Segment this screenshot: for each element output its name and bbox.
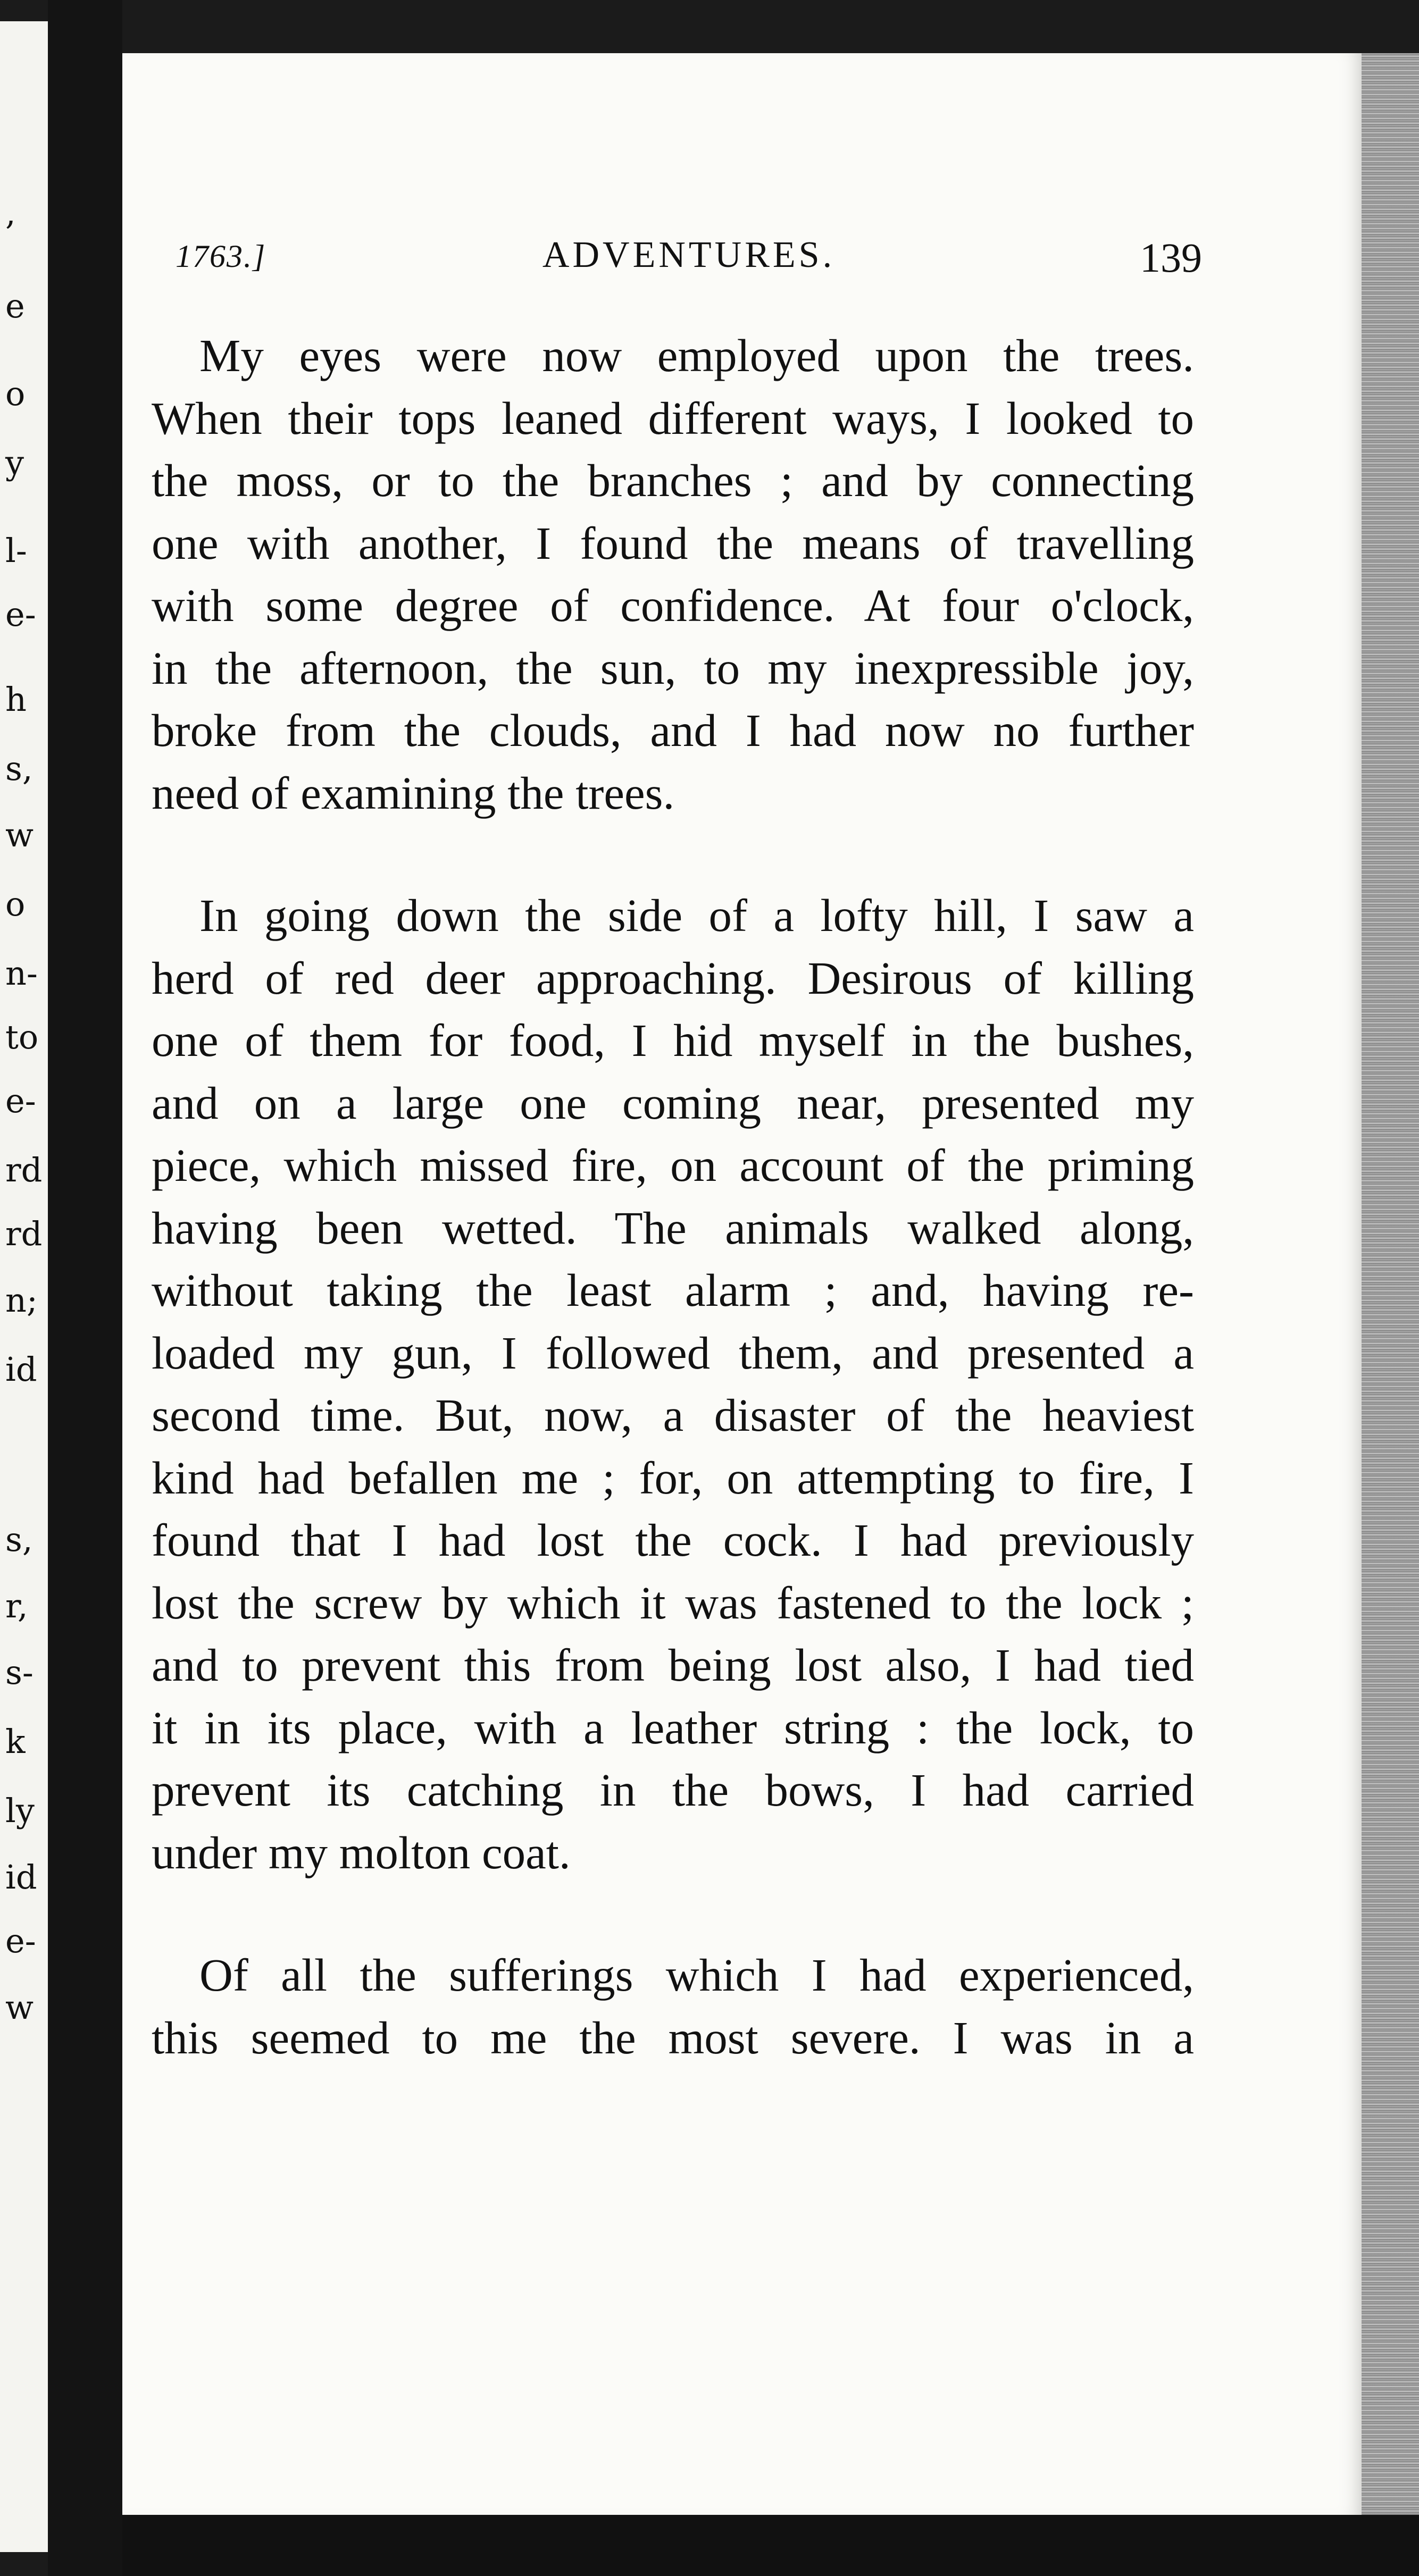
facing-page-fragment: l- [5,531,27,570]
text-line: need of examining the trees. [152,767,675,819]
facing-page-fragment: h [5,680,27,719]
facing-page-edge [0,21,48,2552]
paragraph [152,884,1194,1884]
paragraph [152,324,1194,824]
text-line: In going down the side of a lofty hill, I saw a [199,890,1194,941]
text-line: My eyes were now employed upon the trees. [199,330,1194,381]
paragraph [152,1944,1194,2069]
facing-page-fragment: to [5,1018,39,1056]
facing-page-fragment: s- [5,1653,34,1692]
text-line: herd of red deer approaching. Desirous of killing [152,952,1194,1004]
bottom-shadow [122,2515,1419,2576]
text-line: this seemed to me the most severe. I was in a [152,2011,1194,2063]
facing-page-fragment: r, [5,1587,28,1625]
facing-page-fragment: e- [5,1921,36,1960]
page-edge-stack [1362,53,1419,2515]
facing-page-fragment: w [5,816,34,854]
facing-page-text-fragments [0,21,48,2552]
facing-page-fragment: , [5,194,16,232]
facing-page-fragment: w [5,1988,34,2027]
text-line: piece, which missed fire, on account of the priming [152,1139,1194,1191]
text-line: with some degree of confidence. At four o'clock, [152,580,1194,631]
facing-page-fragment: s, [5,749,33,788]
text-line: it in its place, with a leather string : the lock, to [152,1701,1194,1753]
page-number: 139 [1140,234,1202,281]
text-line: having been wetted. The animals walked along, [152,1202,1194,1254]
facing-page-fragment: k [5,1722,26,1761]
facing-page-fragment: rd [5,1151,43,1189]
text-line: broke from the clouds, and I had now no further [152,704,1194,756]
text-line: kind had befallen me ; for, on attempting to fire, I [152,1451,1194,1504]
facing-page-fragment: e [5,287,25,325]
facing-page-fragment: s, [5,1520,33,1559]
facing-page-fragment: id [5,1350,37,1389]
facing-page-fragment: o [5,374,26,413]
text-line: the moss, or to the branches ; and by connecting [152,455,1194,506]
body-text [152,324,1194,2069]
facing-page-fragment: n; [5,1281,38,1320]
facing-page-fragment: id [5,1858,37,1897]
book-gutter [48,0,122,2576]
text-line: found that I had lost the cock. I had previously [152,1514,1194,1566]
text-line: Of all the sufferings which I had experienced, [199,1949,1194,2001]
running-head-year: 1763.] [176,239,266,274]
text-line: loaded my gun, I followed them, and presented a [152,1327,1194,1379]
text-line: one of them for food, I hid myself in the bushes, [152,1014,1194,1066]
facing-page-fragment: y [5,443,24,482]
facing-page-fragment: n- [5,954,38,993]
text-line: second time. But, now, a disaster of the heaviest [152,1389,1194,1441]
facing-page-fragment: e- [5,1081,36,1120]
running-head-title: ADVENTURES. [542,234,836,275]
text-line: and on a large one coming near, presented my [152,1077,1194,1129]
facing-page-fragment: e- [5,595,36,634]
facing-page-fragment: ly [5,1791,35,1830]
text-line: prevent its catching in the bows, I had carried [152,1764,1194,1816]
text-line: lost the screw by which it was fastened to the lock ; [152,1576,1194,1629]
text-line: in the afternoon, the sun, to my inexpressible joy, [152,642,1194,694]
facing-page-fragment: rd [5,1214,43,1253]
text-line: When their tops leaned different ways, I looked to [152,392,1194,444]
text-line: without taking the least alarm ; and, having re- [152,1264,1194,1316]
text-line: under my molton coat. [152,1826,571,1878]
text-line: one with another, I found the means of travelling [152,517,1194,569]
text-line: and to prevent this from being lost also, I had tied [152,1639,1194,1691]
facing-page-fragment: o [5,885,26,924]
running-head [176,234,1202,282]
